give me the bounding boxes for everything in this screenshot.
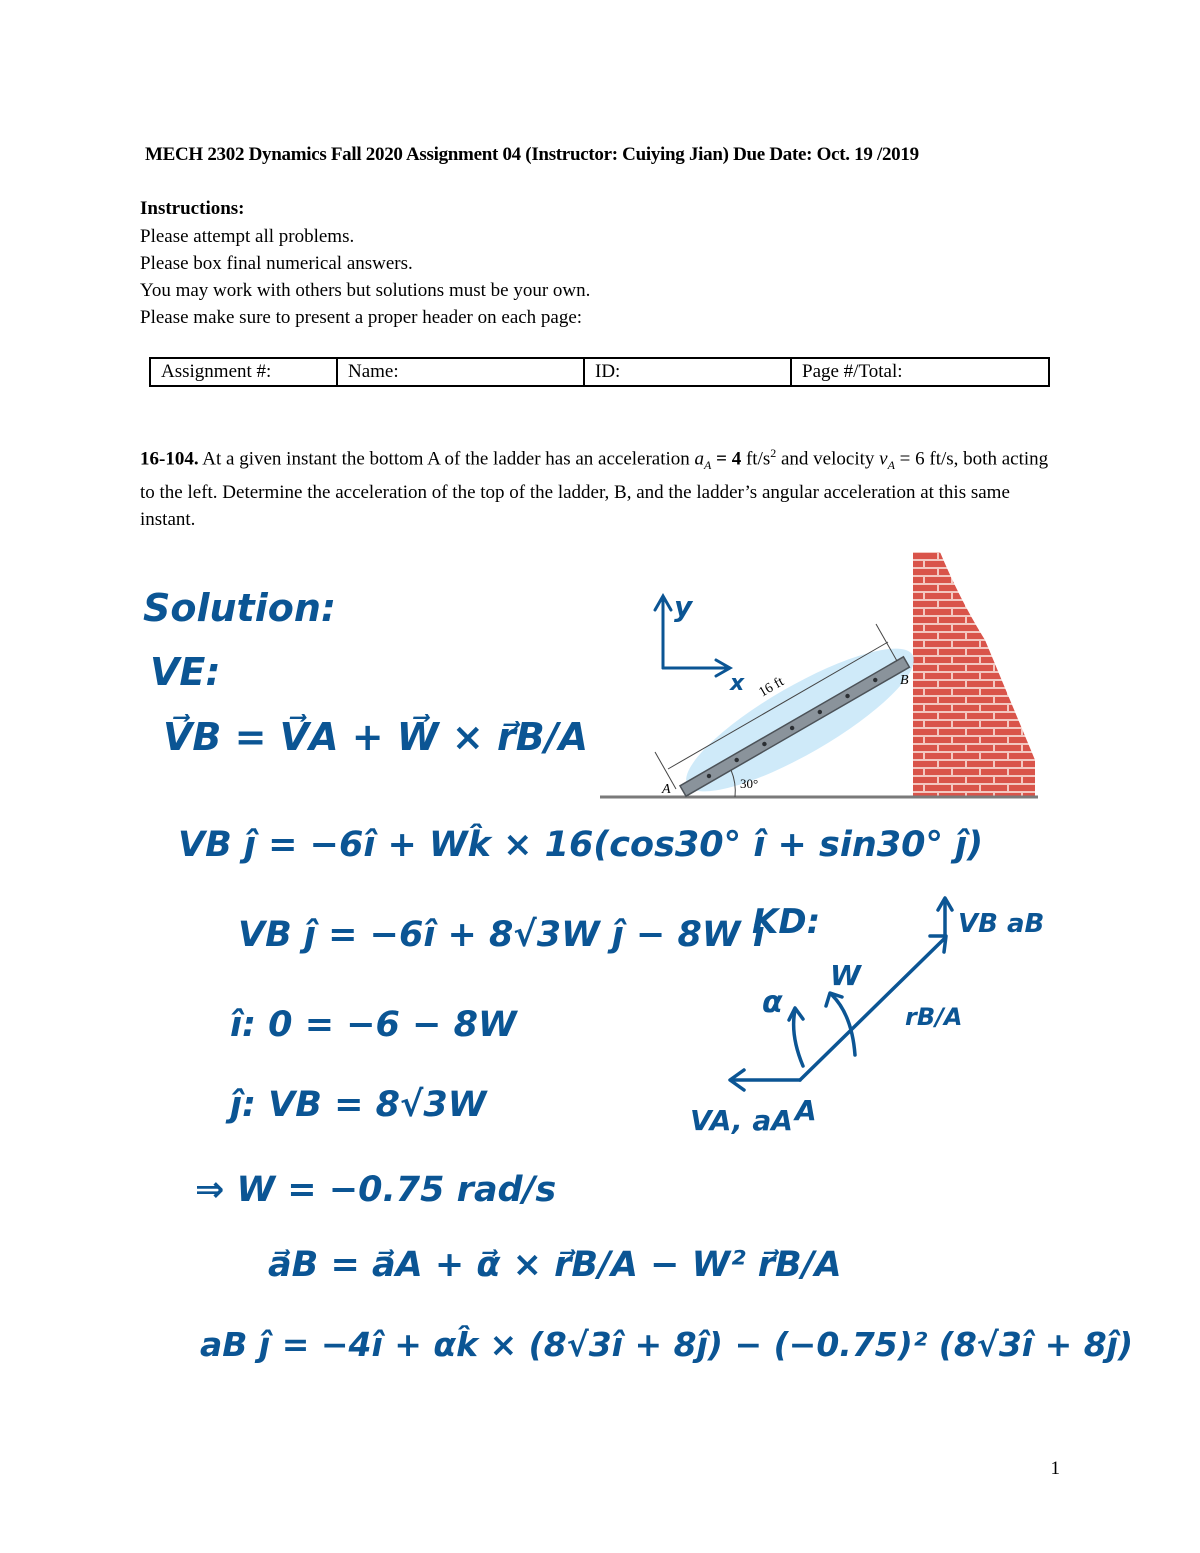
- problem-number: 16-104.: [140, 448, 199, 470]
- i-component-equation: î: 0 = −6 − 8W: [230, 1005, 517, 1045]
- instruction-line: Please make sure to present a proper header on each page:: [140, 307, 583, 328]
- id-cell: ID:: [584, 358, 791, 386]
- instruction-line: You may work with others but solutions must be your own.: [140, 280, 591, 301]
- acceleration-equation: a⃗B = a⃗A + α⃗ × r⃗B/A − W² r⃗B/A: [268, 1245, 842, 1285]
- j-component-equation: ĵ: VB = 8√3W: [230, 1085, 487, 1125]
- alpha-label: α: [762, 985, 783, 1020]
- instruction-line: Please box final numerical answers.: [140, 253, 413, 274]
- va-aa-label: VA, aA: [690, 1104, 793, 1137]
- velocity-expanded: VB ĵ = −6î + 8√3W ĵ − 8W î: [238, 915, 765, 955]
- x-axis-label: x: [730, 671, 745, 696]
- velocity-substitution: VB ĵ = −6î + Wk̂ × 16(cos30° î + sin30° ĵ): [178, 825, 984, 865]
- omega-result: ⇒ W = −0.75 rad/s: [195, 1170, 557, 1210]
- document-title: MECH 2302 Dynamics Fall 2020 Assignment 04 (Instructor: Cuiying Jian) Due Date: Oct. 19 /2019: [145, 144, 919, 165]
- length-label: 16 ft: [756, 674, 787, 701]
- kinematic-diagram: [690, 880, 1060, 1140]
- velocity-equation: V⃗B = V⃗A + W⃗ × r⃗B/A: [163, 715, 588, 759]
- acceleration-substitution: aB ĵ = −4î + αk̂ × (8√3î + 8ĵ) − (−0.75)² (8√3î + 8ĵ): [200, 1325, 1134, 1364]
- assignment-cell: Assignment #:: [150, 358, 337, 386]
- point-a-label: A: [662, 782, 671, 797]
- point-a-kd-label: A: [795, 1094, 817, 1127]
- rba-label: rB/A: [905, 1003, 963, 1031]
- problem-statement: 16-104. At a given instant the bottom A of the ladder has an acceleration $a_A = 4$ $ft/s^2$ and velocity $v_A = 6$ ft/s, both acting to the left. Determine the acceleration of the top of the ladder, B, and the ladder’s angular acceleration at this same instant.: [140, 446, 1049, 531]
- ve-heading: VE:: [150, 650, 221, 694]
- page-number: 1: [1050, 1458, 1060, 1479]
- vb-ab-label: VB aB: [958, 909, 1045, 939]
- ladder-figure: [600, 550, 1060, 810]
- page-total-cell: Page #/Total:: [791, 358, 1049, 386]
- coordinate-axes: [655, 596, 730, 676]
- ladder: [680, 657, 909, 796]
- angle-label: 30°: [740, 776, 759, 791]
- point-b-label: B: [900, 673, 909, 688]
- y-axis-label: y: [674, 590, 693, 623]
- omega-label: W: [830, 959, 861, 992]
- solution-heading: Solution:: [143, 586, 337, 630]
- instructions-heading: Instructions:: [140, 198, 245, 219]
- name-cell: Name:: [337, 358, 584, 386]
- instruction-line: Please attempt all problems.: [140, 226, 355, 247]
- brick-wall: [913, 552, 1035, 797]
- page-header-table: [149, 357, 1050, 387]
- kd-heading: KD:: [752, 902, 821, 942]
